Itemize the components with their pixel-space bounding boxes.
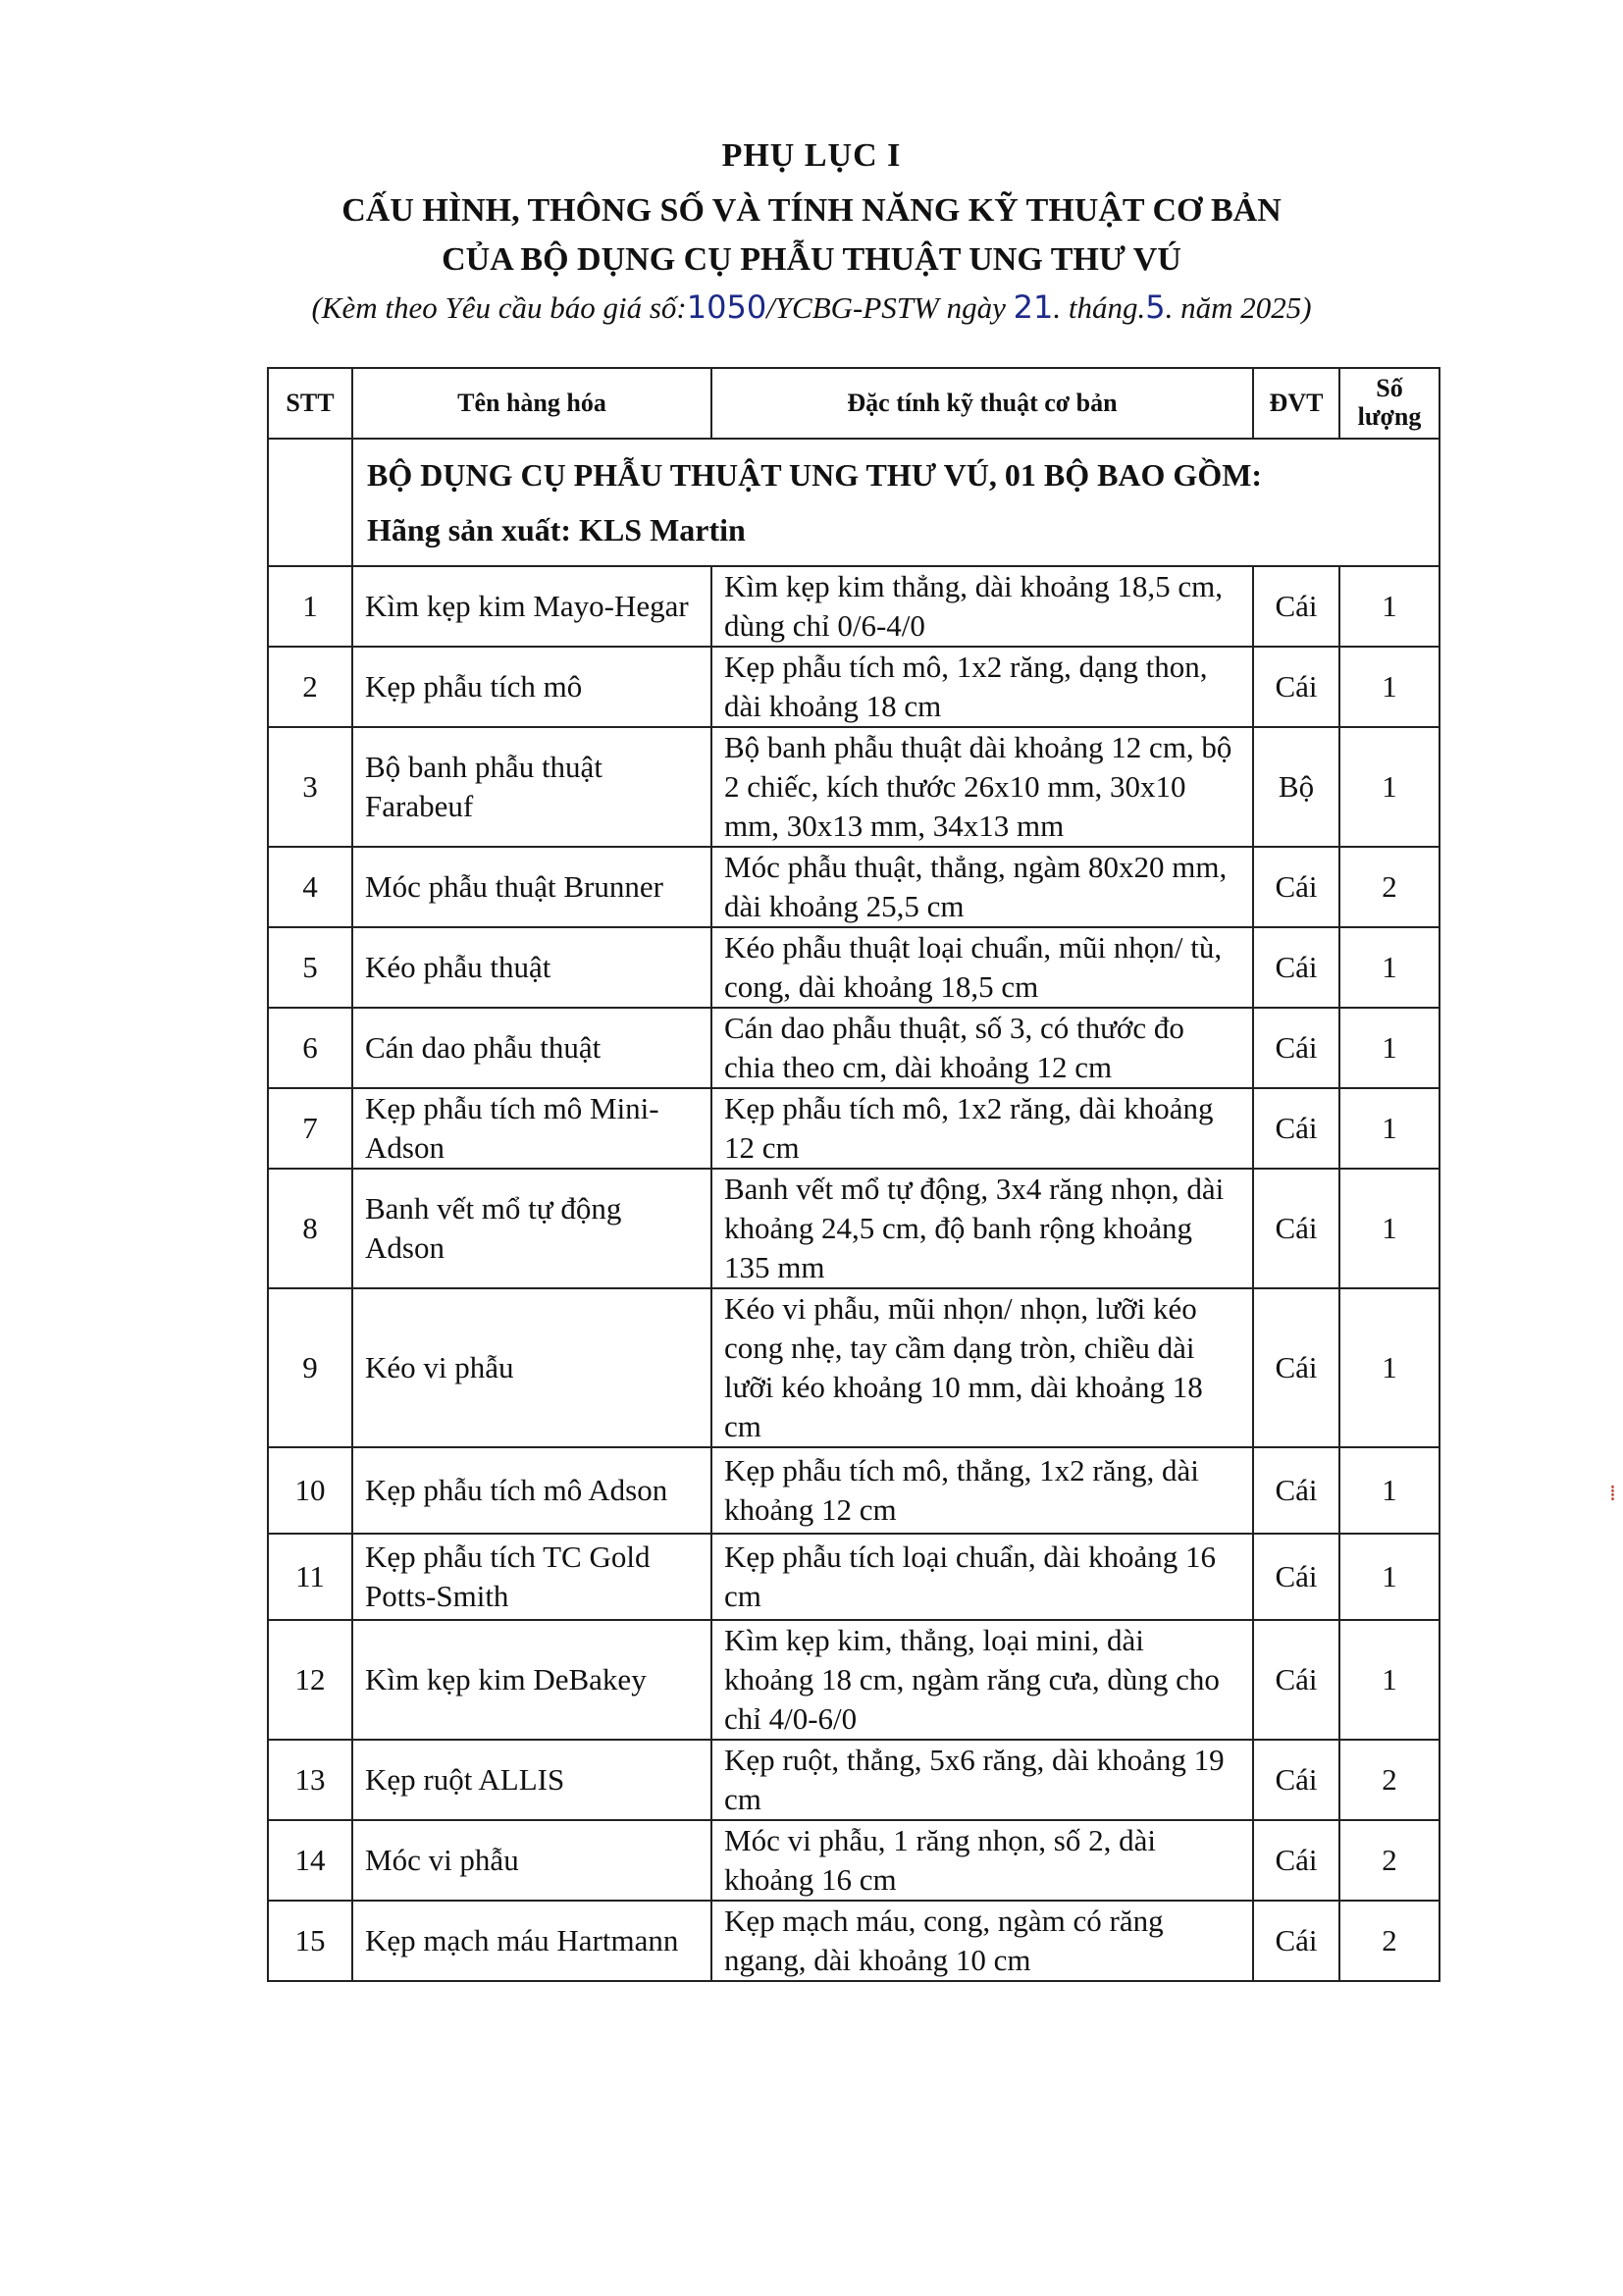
subtitle-mid1: /YCBG-PSTW ngày [766, 290, 1014, 325]
row-specification: Banh vết mổ tự động, 3x4 răng nhọn, dài khoảng 24,5 cm, độ banh rộng khoảng 135 mm [711, 1169, 1253, 1288]
row-stt: 6 [268, 1008, 352, 1088]
header-unit: ĐVT [1253, 368, 1339, 439]
row-specification: Móc vi phẫu, 1 răng nhọn, số 2, dài khoảng 16 cm [711, 1820, 1253, 1901]
row-unit: Cái [1253, 1740, 1339, 1820]
row-unit: Cái [1253, 927, 1339, 1008]
document-header [0, 137, 1623, 326]
subtitle-suffix: . năm 2025) [1165, 290, 1312, 325]
row-specification: Kẹp ruột, thẳng, 5x6 răng, dài khoảng 19 cm [711, 1740, 1253, 1820]
table-row [268, 847, 1440, 927]
row-quantity: 1 [1339, 647, 1440, 727]
row-specification: Bộ banh phẫu thuật dài khoảng 12 cm, bộ 2 chiếc, kích thước 26x10 mm, 30x10 mm, 30x13 mm, 34x13 mm [711, 727, 1253, 847]
row-quantity: 1 [1339, 1008, 1440, 1088]
table-header-row [268, 368, 1440, 439]
row-quantity: 1 [1339, 727, 1440, 847]
document-title-line2: CỦA BỘ DỤNG CỤ PHẪU THUẬT UNG THƯ VÚ [442, 241, 1181, 278]
row-item-name: Móc vi phẫu [352, 1820, 711, 1901]
table-row [268, 1447, 1440, 1534]
row-item-name: Kéo phẫu thuật [352, 927, 711, 1008]
row-specification: Kéo phẫu thuật loại chuẩn, mũi nhọn/ tù, cong, dài khoảng 18,5 cm [711, 927, 1253, 1008]
row-item-name: Kìm kẹp kim Mayo-Hegar [352, 566, 711, 647]
row-unit: Cái [1253, 647, 1339, 727]
document-title-line1: CẤU HÌNH, THÔNG SỐ VÀ TÍNH NĂNG KỸ THUẬT CƠ BẢN [341, 192, 1282, 229]
table-row [268, 927, 1440, 1008]
table-row [268, 727, 1440, 847]
row-stt: 4 [268, 847, 352, 927]
appendix-title: PHỤ LỤC I [721, 137, 902, 174]
row-quantity: 2 [1339, 1901, 1440, 1981]
row-quantity: 1 [1339, 1620, 1440, 1740]
row-unit: Cái [1253, 1820, 1339, 1901]
subtitle-prefix: (Kèm theo Yêu cầu báo giá số: [311, 290, 687, 325]
row-stt: 15 [268, 1901, 352, 1981]
row-specification: Kìm kẹp kim thẳng, dài khoảng 18,5 cm, dùng chỉ 0/6-4/0 [711, 566, 1253, 647]
row-quantity: 2 [1339, 1740, 1440, 1820]
table-row [268, 1740, 1440, 1820]
row-unit: Bộ [1253, 727, 1339, 847]
row-quantity: 1 [1339, 1447, 1440, 1534]
row-item-name: Cán dao phẫu thuật [352, 1008, 711, 1088]
row-quantity: 1 [1339, 1088, 1440, 1169]
row-item-name: Kẹp mạch máu Hartmann [352, 1901, 711, 1981]
handwritten-quote-number: 1050 [686, 288, 767, 326]
group-row [268, 439, 1440, 566]
table-row [268, 1008, 1440, 1088]
row-item-name: Banh vết mổ tự động Adson [352, 1169, 711, 1288]
document-subtitle [0, 288, 1623, 326]
row-specification: Kìm kẹp kim, thẳng, loại mini, dài khoảng 18 cm, ngàm răng cưa, dùng cho chỉ 4/0-6/0 [711, 1620, 1253, 1740]
row-item-name: Kẹp phẫu tích mô Mini-Adson [352, 1088, 711, 1169]
row-stt: 7 [268, 1088, 352, 1169]
table-row [268, 1288, 1440, 1447]
row-unit: Cái [1253, 566, 1339, 647]
row-quantity: 2 [1339, 847, 1440, 927]
row-item-name: Kìm kẹp kim DeBakey [352, 1620, 711, 1740]
row-stt: 9 [268, 1288, 352, 1447]
header-name: Tên hàng hóa [352, 368, 711, 439]
equipment-table [267, 367, 1440, 1982]
page-edge-mark: ⁞ [1609, 1482, 1616, 1506]
manufacturer-line: Hãng sản xuất: KLS Martin [367, 512, 746, 548]
row-stt: 10 [268, 1447, 352, 1534]
row-quantity: 1 [1339, 566, 1440, 647]
header-spec: Đặc tính kỹ thuật cơ bản [711, 368, 1253, 439]
row-item-name: Móc phẫu thuật Brunner [352, 847, 711, 927]
row-quantity: 1 [1339, 927, 1440, 1008]
handwritten-day: 21 [1013, 288, 1054, 326]
table-row [268, 647, 1440, 727]
row-unit: Cái [1253, 1088, 1339, 1169]
row-unit: Cái [1253, 1447, 1339, 1534]
table-row [268, 1169, 1440, 1288]
row-specification: Móc phẫu thuật, thẳng, ngàm 80x20 mm, dài khoảng 25,5 cm [711, 847, 1253, 927]
row-stt: 1 [268, 566, 352, 647]
table-row [268, 1088, 1440, 1169]
row-item-name: Kẹp phẫu tích mô [352, 647, 711, 727]
table-row [268, 1620, 1440, 1740]
group-stt-cell [268, 439, 352, 566]
row-unit: Cái [1253, 1620, 1339, 1740]
row-specification: Cán dao phẫu thuật, số 3, có thước đo chia theo cm, dài khoảng 12 cm [711, 1008, 1253, 1088]
group-title: BỘ DỤNG CỤ PHẪU THUẬT UNG THƯ VÚ, 01 BỘ BAO GỒM: [367, 457, 1263, 493]
table-row [268, 566, 1440, 647]
row-quantity: 2 [1339, 1820, 1440, 1901]
table-row [268, 1534, 1440, 1620]
row-stt: 11 [268, 1534, 352, 1620]
row-stt: 3 [268, 727, 352, 847]
row-specification: Kẹp phẫu tích mô, 1x2 răng, dài khoảng 12 cm [711, 1088, 1253, 1169]
handwritten-month: 5 [1145, 288, 1166, 326]
row-stt: 14 [268, 1820, 352, 1901]
row-stt: 5 [268, 927, 352, 1008]
row-unit: Cái [1253, 1901, 1339, 1981]
row-item-name: Bộ banh phẫu thuật Farabeuf [352, 727, 711, 847]
row-specification: Kẹp phẫu tích mô, 1x2 răng, dạng thon, dài khoảng 18 cm [711, 647, 1253, 727]
header-stt: STT [268, 368, 352, 439]
row-specification: Kẹp mạch máu, cong, ngàm có răng ngang, dài khoảng 10 cm [711, 1901, 1253, 1981]
header-qty: Số lượng [1339, 368, 1440, 439]
row-quantity: 1 [1339, 1288, 1440, 1447]
row-specification: Kẹp phẫu tích mô, thẳng, 1x2 răng, dài khoảng 12 cm [711, 1447, 1253, 1534]
row-unit: Cái [1253, 847, 1339, 927]
row-item-name: Kẹp ruột ALLIS [352, 1740, 711, 1820]
row-stt: 12 [268, 1620, 352, 1740]
row-item-name: Kẹp phẫu tích mô Adson [352, 1447, 711, 1534]
row-unit: Cái [1253, 1534, 1339, 1620]
group-heading [352, 439, 1440, 566]
row-stt: 2 [268, 647, 352, 727]
row-unit: Cái [1253, 1008, 1339, 1088]
row-stt: 13 [268, 1740, 352, 1820]
table-row [268, 1901, 1440, 1981]
row-item-name: Kẹp phẫu tích TC Gold Potts-Smith [352, 1534, 711, 1620]
subtitle-mid2: . tháng. [1053, 290, 1146, 325]
row-item-name: Kéo vi phẫu [352, 1288, 711, 1447]
row-stt: 8 [268, 1169, 352, 1288]
row-specification: Kẹp phẫu tích loại chuẩn, dài khoảng 16 cm [711, 1534, 1253, 1620]
row-unit: Cái [1253, 1169, 1339, 1288]
table-row [268, 1820, 1440, 1901]
row-unit: Cái [1253, 1288, 1339, 1447]
row-quantity: 1 [1339, 1169, 1440, 1288]
row-quantity: 1 [1339, 1534, 1440, 1620]
row-specification: Kéo vi phẫu, mũi nhọn/ nhọn, lưỡi kéo cong nhẹ, tay cầm dạng tròn, chiều dài lưỡi kéo khoảng 10 mm, dài khoảng 18 cm [711, 1288, 1253, 1447]
